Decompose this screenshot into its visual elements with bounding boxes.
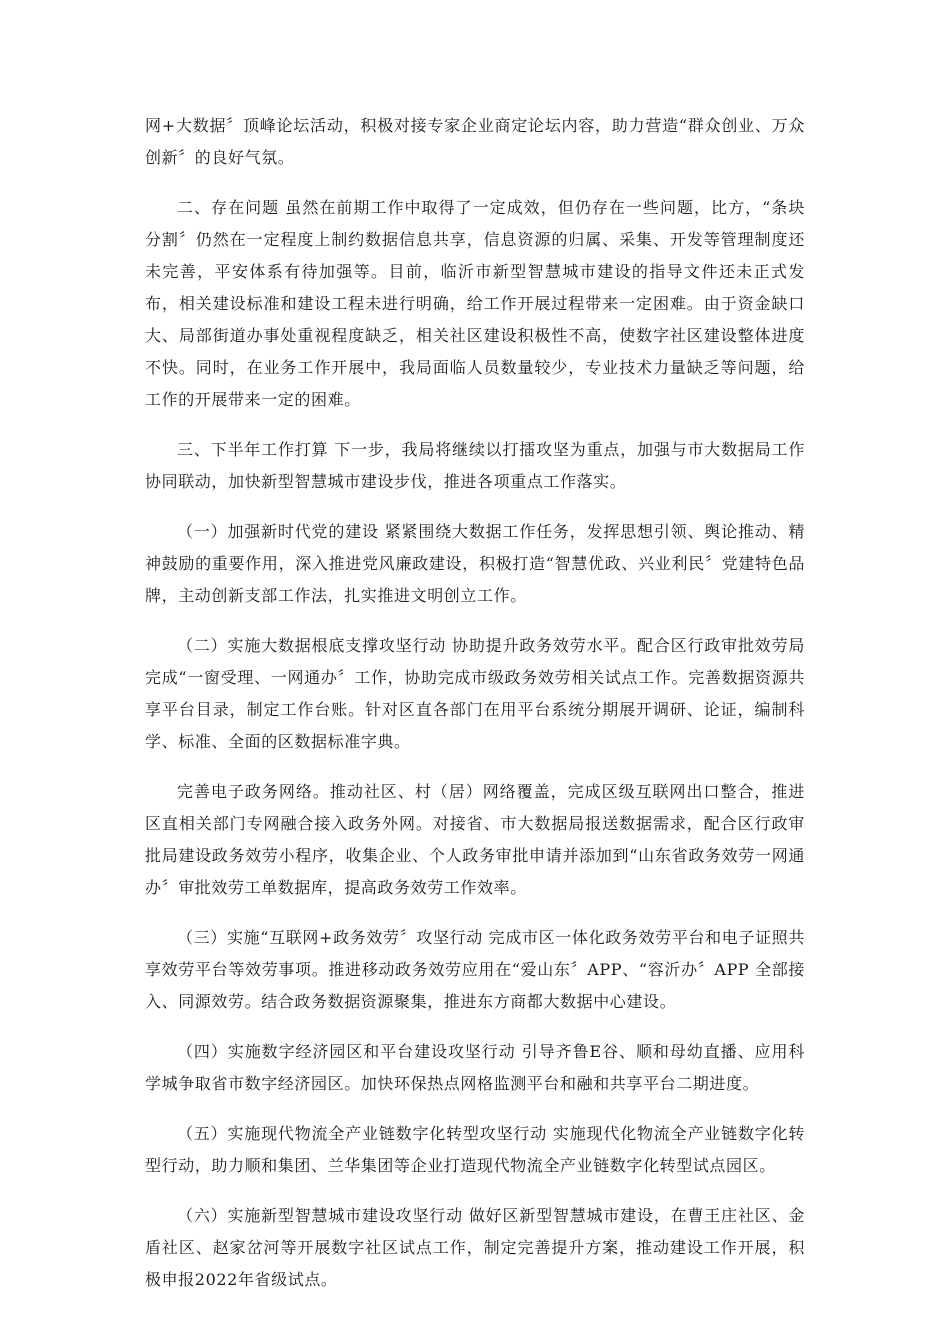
paragraph-logistics-digital-transformation: （五）实施现代物流全产业链数字化转型攻坚行动 实施现代化物流全产业链数字化转型行动，助力顺和集团、兰华集团等企业打造现代物流全产业链数字化转型试点园区。 bbox=[145, 1124, 805, 1175]
paragraph-party-building: （一）加强新时代党的建设 紧紧围绕大数据工作任务，发挥思想引领、舆论推动、精神鼓励的重要作用，深入推进党风廉政建设，积极打造“智慧优政、兴业利民〞党建特色品牌，主动创新支部工作法，扎实推进文明创立工作。 bbox=[145, 522, 805, 605]
paragraph-e-government-network: 完善电子政务网络。推动社区、村（居）网络覆盖，完成区级互联网出口整合，推进区直相关部门专网融合接入政务外网。对接省、市大数据局报送数据需求，配合区行政审批局建设政务效劳小程序，收集企业、个人政务审批申请并添加到“山东省政务效劳一网通办〞审批效劳工单数据库，提高政务效劳工作效率。 bbox=[145, 782, 805, 897]
paragraph-smart-city: （六）实施新型智慧城市建设攻坚行动 做好区新型智慧城市建设，在曹王庄社区、金盾社区、赵家岔河等开展数字社区试点工作，制定完善提升方案，推动建设工作开展，积极申报2022年省级试点。 bbox=[145, 1206, 805, 1289]
paragraph-continuation: 网+大数据〞顶峰论坛活动，积极对接专家企业商定论坛内容，助力营造“群众创业、万众创新〞的良好气氛。 bbox=[145, 116, 805, 167]
paragraph-second-half-plan: 三、下半年工作打算 下一步，我局将继续以打擂攻坚为重点，加强与市大数据局工作协同联动，加快新型智慧城市建设步伐，推进各项重点工作落实。 bbox=[145, 440, 805, 491]
document-body bbox=[145, 110, 805, 1314]
paragraph-digital-economy-park: （四）实施数字经济园区和平台建设攻坚行动 引导齐鲁E谷、顺和母幼直播、应用科学城争取省市数字经济园区。加快环保热点网格监测平台和融和共享平台二期进度。 bbox=[145, 1042, 805, 1093]
paragraph-existing-problems: 二、存在问题 虽然在前期工作中取得了一定成效，但仍存在一些问题，比方，“条块分割〞仍然在一定程度上制约数据信息共享，信息资源的归属、采集、开发等管理制度还未完善，平安体系有待加强等。目前，临沂市新型智慧城市建设的指导文件还未正式发布，相关建设标准和建设工程未进行明确，给工作开展过程带来一定困难。由于资金缺口大、局部街道办事处重视程度缺乏，相关社区建设积极性不高，使数字社区建设整体进度不快。同时，在业务工作开展中，我局面临人员数量较少，专业技术力量缺乏等问题，给工作的开展带来一定的困难。 bbox=[145, 198, 805, 409]
paragraph-internet-plus-government: （三）实施“互联网+政务效劳〞攻坚行动 完成市区一体化政务效劳平台和电子证照共享效劳平台等效劳事项。推进移动政务效劳应用在“爱山东〞APP、“容沂办〞APP 全部接入、同源效劳。结合政务数据资源聚集，推进东方商都大数据中心建设。 bbox=[145, 928, 805, 1011]
paragraph-big-data-foundation: （二）实施大数据根底支撑攻坚行动 协助提升政务效劳水平。配合区行政审批效劳局完成“一窗受理、一网通办〞工作，协助完成市级政务效劳相关试点工作。完善数据资源共享平台目录，制定工作台账。针对区直各部门在用平台系统分期展开调研、论证，编制科学、标准、全面的区数据标准字典。 bbox=[145, 636, 805, 751]
